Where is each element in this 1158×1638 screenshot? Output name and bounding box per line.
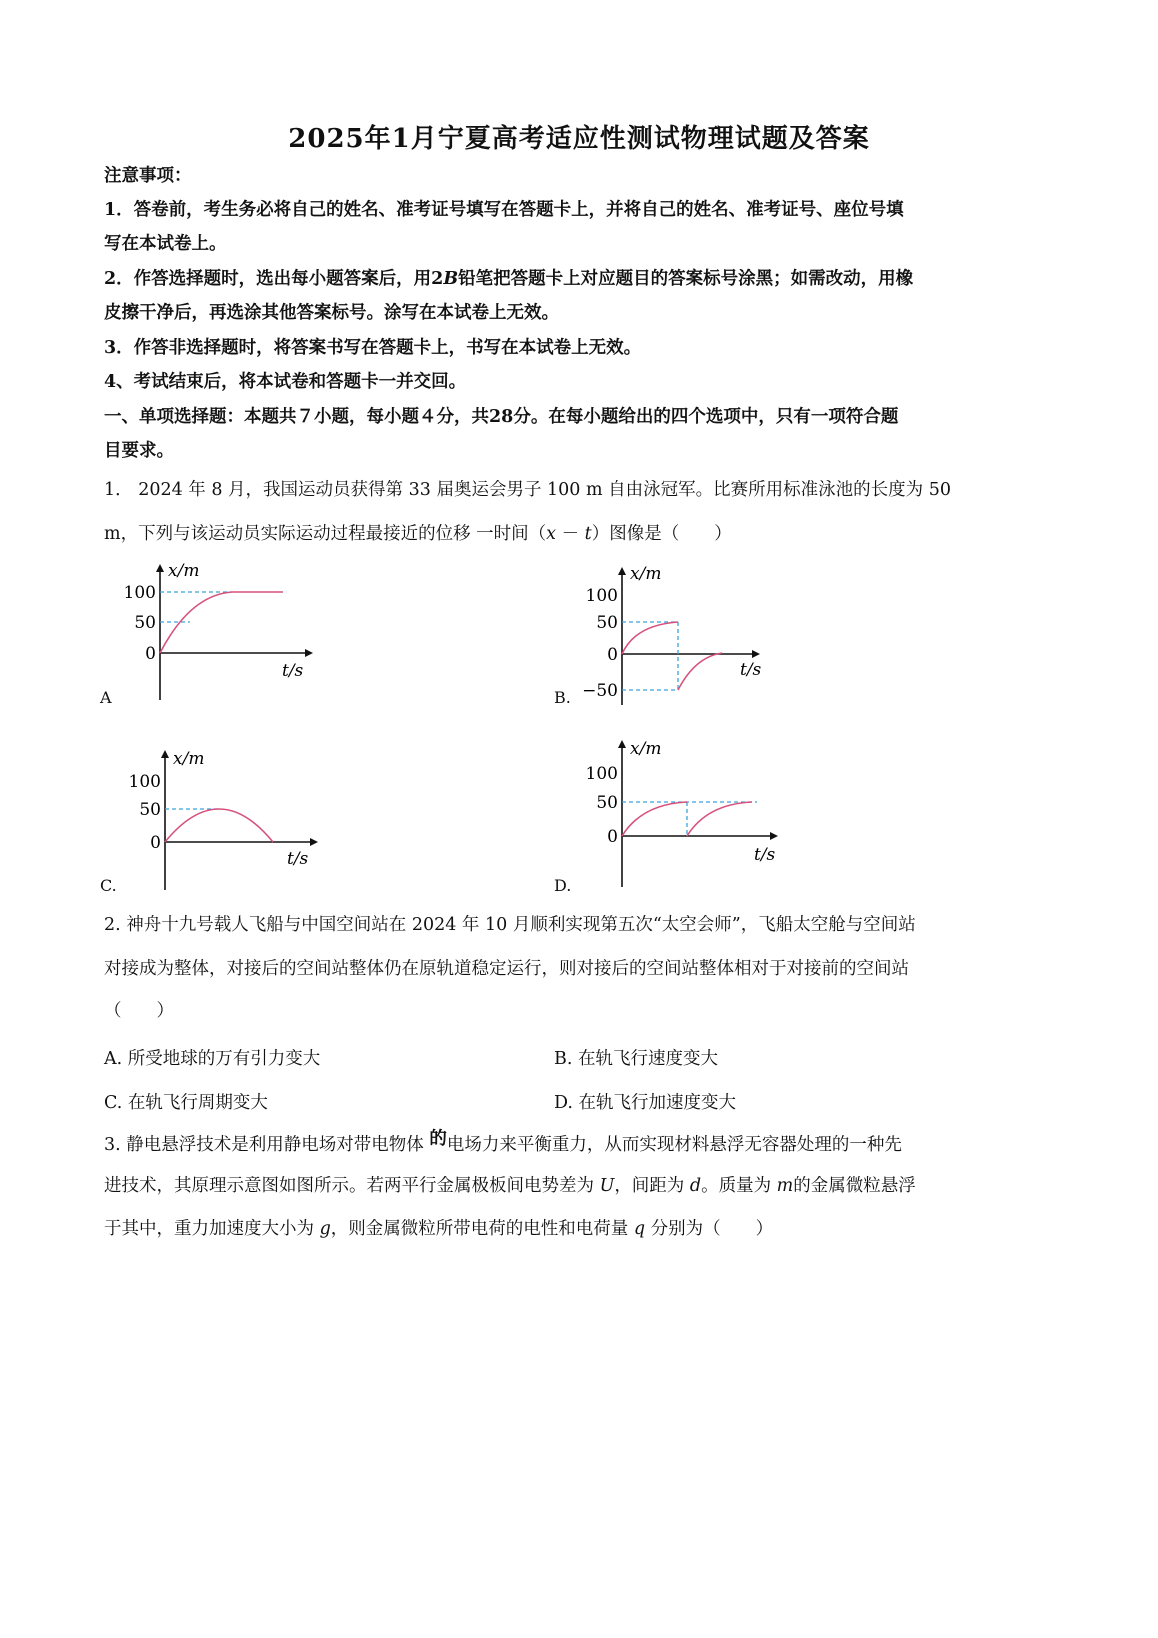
graph-c-curve: [165, 809, 273, 842]
notice-item-2b: 皮擦干净后，再选涂其他答案标号。涂写在本试卷上无效。: [104, 303, 559, 323]
graph-a-curve: [160, 592, 283, 653]
q3-var-d: d: [689, 1176, 702, 1196]
q3-line-b-post: 的金属微粒悬浮: [793, 1176, 916, 1196]
q2-option-d: D. 在轨飞行加速度变大: [554, 1093, 737, 1113]
q2-option-c: C. 在轨飞行周期变大: [104, 1093, 268, 1113]
graph-b-letter: B.: [554, 688, 571, 707]
q3-line-b-pre: 进技术，其原理示意图如图所示。若两平行金属极板间电势差为: [104, 1176, 600, 1196]
graph-d-curve-2: [687, 802, 752, 836]
graph-d-tick-100: 100: [585, 764, 618, 784]
graph-a-tick-0: 0: [145, 644, 156, 664]
q3-raised-de: 的: [429, 1129, 447, 1149]
graph-b-tick-0: 0: [607, 645, 618, 665]
graph-c-tick-50: 50: [139, 800, 161, 820]
graph-a-x-label: x/m: [168, 561, 200, 581]
graph-c-t-label: t/s: [287, 849, 309, 869]
graph-a-letter: A: [100, 688, 112, 707]
q3-line-c: [104, 1219, 1064, 1239]
graph-d-tick-0: 0: [607, 827, 618, 847]
notice-item-2a-pre: 2．作答选择题时，选出每小题答案后，用2: [104, 269, 444, 289]
q2-line-a: 2. 神舟十九号载人飞船与中国空间站在 2024 年 10 月顺利实现第五次“太空会师”，飞船太空舱与空间站: [104, 915, 916, 935]
graph-d-tick-50: 50: [596, 793, 618, 813]
graph-c-tick-0: 0: [150, 833, 161, 853]
q2-line-c: （ ）: [104, 1001, 174, 1021]
notice-heading: 注意事项：: [104, 166, 192, 186]
graph-b-curve-2: [678, 653, 722, 690]
q1-var-x: x: [546, 524, 557, 544]
q3-line-a-pre: 3. 静电悬浮技术是利用静电场对带电物体: [104, 1135, 430, 1155]
graph-c-y-arrow: [161, 750, 169, 758]
graph-b: [580, 565, 780, 705]
notice-item-2a: [104, 269, 1064, 289]
graph-b-x-label: x/m: [630, 564, 662, 584]
q3-var-g: g: [319, 1219, 331, 1239]
graph-a-tick-100: 100: [123, 583, 156, 603]
graph-b-tick-100: 100: [585, 586, 618, 606]
notice-item-3: 3．作答非选择题时，将答案书写在答题卡上，书写在本试卷上无效。: [104, 338, 642, 358]
q3-var-m: m: [776, 1176, 794, 1196]
graph-b-curve-1: [622, 622, 678, 654]
q3-line-c-pre: 于其中，重力加速度大小为: [104, 1219, 320, 1239]
graph-b-x-arrow: [752, 650, 760, 658]
q3-line-b-mid2: 。质量为: [701, 1176, 777, 1196]
notice-item-2a-var: B: [443, 269, 459, 289]
q3-line-b-mid1: ，间距为: [614, 1176, 690, 1196]
graph-c-x-label: x/m: [173, 749, 205, 769]
graph-b-tick-neg50: −50: [582, 681, 618, 701]
graph-c-tick-100: 100: [128, 772, 161, 792]
graph-d-t-label: t/s: [754, 845, 776, 865]
graph-d: [582, 737, 792, 887]
graph-b-tick-50: 50: [596, 613, 618, 633]
q2-option-b: B. 在轨飞行速度变大: [554, 1049, 718, 1069]
graph-d-svg: [582, 737, 792, 887]
section1-line-a: 一、单项选择题：本题共７小题，每小题４分，共28分。在每小题给出的四个选项中，只有一项符合题: [104, 407, 899, 427]
q1-line-b-post: ）图像是（ ）: [591, 524, 732, 544]
page-title: 2025年1月宁夏高考适应性测试物理试题及答案: [288, 124, 870, 154]
notice-item-1b: 写在本试卷上。: [104, 234, 227, 254]
q1-line-a: 1． 2024 年 8 月，我国运动员获得第 33 届奥运会男子 100 m 自由泳冠军。比赛所用标准泳池的长度为 50: [104, 480, 951, 500]
q3-line-b: [104, 1176, 1064, 1196]
graph-b-t-label: t/s: [740, 660, 762, 680]
graph-c: [125, 745, 325, 890]
notice-item-2a-post: 铅笔把答题卡上对应题目的答案标号涂黑；如需改动，用橡: [458, 269, 914, 289]
graph-a-y-arrow: [156, 564, 164, 572]
graph-a: [120, 560, 320, 700]
q3-var-q: q: [633, 1219, 646, 1239]
q3-var-U: U: [599, 1176, 615, 1196]
graph-d-letter: D.: [554, 876, 572, 895]
graph-d-x-arrow: [770, 832, 778, 840]
q3-line-c-mid: ，则金属微粒所带电荷的电性和电荷量: [330, 1219, 634, 1239]
notice-item-1a: 1．答卷前，考生务必将自己的姓名、准考证号填写在答题卡上，并将自己的姓名、准考证号、座位号填: [104, 200, 904, 220]
graph-b-y-arrow: [618, 567, 626, 575]
graph-b-svg: [580, 565, 780, 705]
graph-a-svg: [120, 560, 320, 700]
q1-line-b-pre: m，下列与该运动员实际运动过程最接近的位移 一时间（: [104, 524, 547, 544]
q2-line-b: 对接成为整体，对接后的空间站整体仍在原轨道稳定运行，则对接后的空间站整体相对于对接前的空间站: [104, 959, 909, 979]
graph-c-x-arrow: [310, 838, 318, 846]
q1-dash: －: [556, 524, 585, 544]
notice-item-4: 4、考试结束后，将本试卷和答题卡一并交回。: [104, 372, 467, 392]
q1-var-t: t: [584, 524, 592, 544]
q1-line-b: [104, 524, 1064, 544]
graph-d-curve-1: [622, 802, 687, 836]
graph-d-y-arrow: [618, 740, 626, 748]
graph-a-tick-50: 50: [134, 613, 156, 633]
q3-line-a: [104, 1129, 1064, 1155]
graph-a-t-label: t/s: [282, 661, 304, 681]
graph-c-svg: [125, 745, 325, 890]
graph-a-x-arrow: [305, 649, 313, 657]
q3-line-c-post: 分别为（ ）: [645, 1219, 774, 1239]
q2-option-a: A. 所受地球的万有引力变大: [104, 1049, 321, 1069]
section1-line-b: 目要求。: [104, 441, 174, 461]
graph-c-letter: C.: [100, 876, 117, 895]
q3-line-a-post: 电场力来平衡重力，从而实现材料悬浮无容器处理的一种先: [446, 1135, 902, 1155]
graph-d-x-label: x/m: [630, 739, 662, 759]
